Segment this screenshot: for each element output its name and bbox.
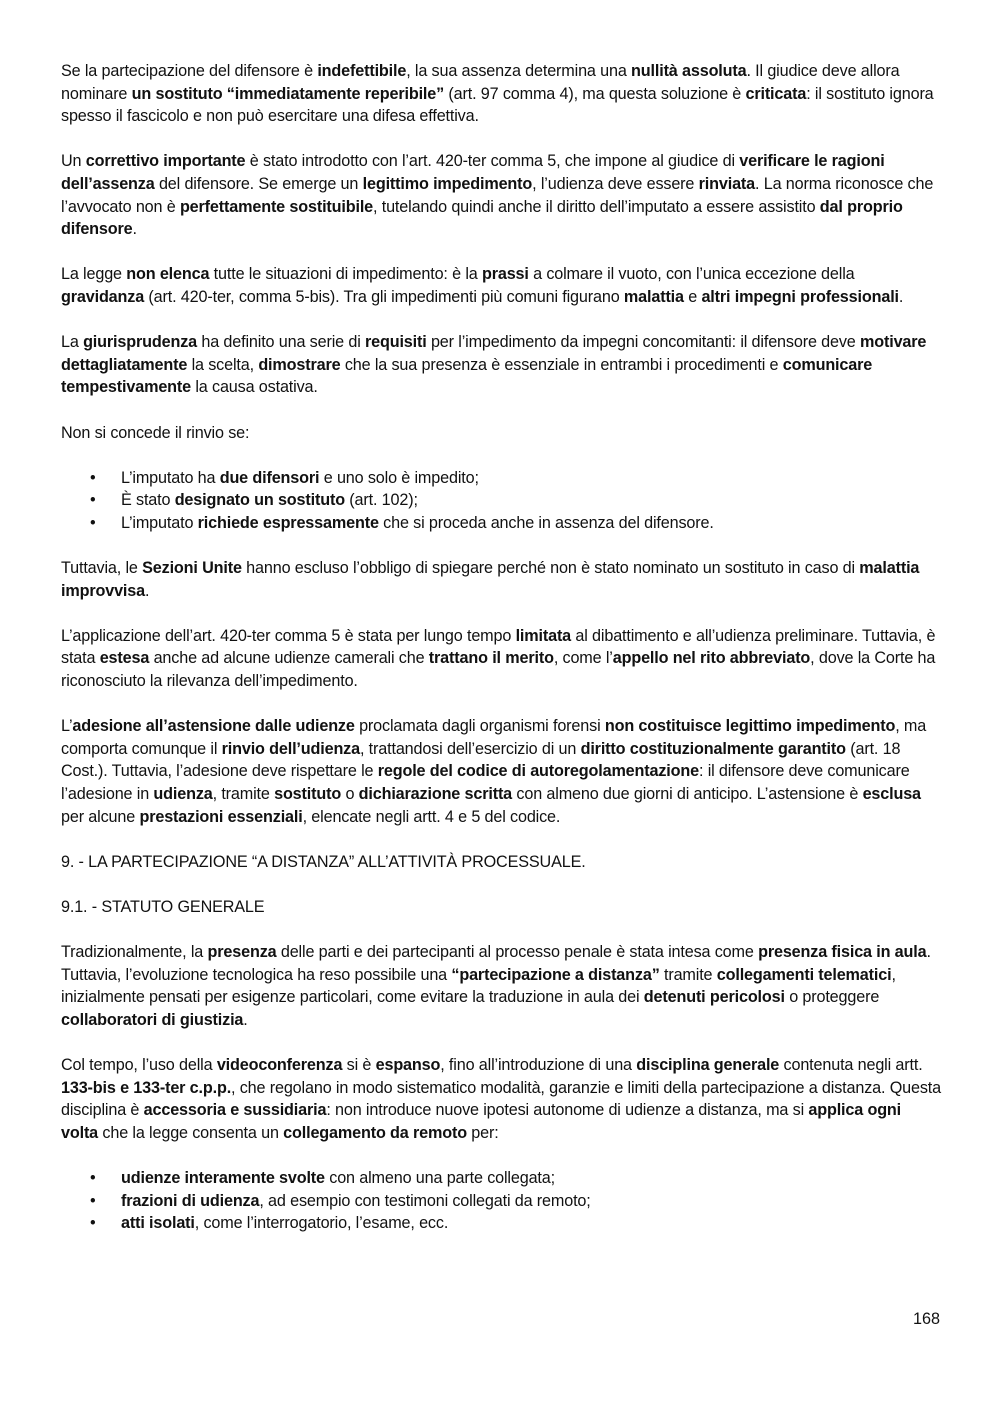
list-item xyxy=(90,1167,941,1190)
text-run: , che regolano in modo sistematico modalità, garanzie e limiti della partecipazione a distanza. Questa disciplina è xyxy=(61,1078,941,1120)
text-run: , inizialmente pensati per esigenze particolari, come evitare la traduzione in aula dei xyxy=(61,965,896,1007)
text-run: . Il giudice deve allora nominare xyxy=(61,62,900,103)
bullet-icon: • xyxy=(90,1191,96,1210)
paragraph xyxy=(61,715,941,828)
bold-text: designato un sostituto xyxy=(174,491,345,510)
text-run: che si proceda anche in assenza del difensore. xyxy=(378,513,714,532)
bold-text: malattia improvvisa xyxy=(61,559,920,600)
bold-text: presenza xyxy=(207,943,277,962)
text-run: o xyxy=(341,785,359,803)
section-heading xyxy=(61,896,941,919)
bold-text: requisiti xyxy=(364,333,427,352)
bold-text: verificare le ragioni dell’assenza xyxy=(61,152,885,193)
bold-text: legittimo impedimento xyxy=(362,174,533,193)
bold-text: videoconferenza xyxy=(216,1056,343,1075)
text-run: contenuta negli artt. xyxy=(779,1056,923,1075)
text-run: , come l’ xyxy=(553,649,613,668)
text-run: anche ad alcune udienze camerali che xyxy=(149,649,429,668)
text-run: , dove la Corte ha riconosciuto la rilevanza dell’impedimento. xyxy=(61,649,936,691)
bold-text: detenuti pericolosi xyxy=(643,988,785,1007)
text-run: : non introduce nuove ipotesi autonome di udienze a distanza, ma si xyxy=(326,1101,809,1120)
bold-text: diritto costituzionalmente garantito xyxy=(580,739,846,758)
text-run: Tuttavia, le xyxy=(61,559,143,578)
paragraph xyxy=(61,941,941,1031)
list-item xyxy=(90,489,941,512)
paragraph xyxy=(61,1054,941,1144)
bold-text: motivare dettagliatamente xyxy=(61,333,927,374)
paragraph xyxy=(61,150,941,240)
bold-text: atti isolati xyxy=(121,1214,195,1233)
text-run: Non si concede il rinvio se: xyxy=(61,423,250,442)
bullet-icon: • xyxy=(90,513,96,532)
text-run: Tradizionalmente, la xyxy=(61,943,208,962)
bold-text: appello nel rito abbreviato xyxy=(612,649,811,668)
text-run: Un xyxy=(61,152,86,171)
text-run: (art. 97 comma 4), ma questa soluzione è xyxy=(444,84,746,103)
text-run: con almeno una parte collegata; xyxy=(324,1169,555,1188)
bullet-icon: • xyxy=(90,468,96,487)
bold-text: accessoria e sussidiaria xyxy=(143,1101,327,1120)
bold-text: frazioni di udienza xyxy=(121,1191,260,1210)
text-run: (art. 102); xyxy=(344,491,418,510)
bold-text: Sezioni Unite xyxy=(142,559,242,578)
bold-text: rinviata xyxy=(698,174,756,193)
paragraph xyxy=(61,625,941,693)
bold-text: presenza fisica in aula xyxy=(758,943,927,962)
text-run: tutte le situazioni di impedimento: è la xyxy=(209,265,482,284)
text-run: che la sua presenza è essenziale in entrambi i procedimenti e xyxy=(340,355,783,374)
bold-text: espanso xyxy=(375,1056,441,1075)
text-run: (art. 420-ter, comma 5-bis). Tra gli impedimenti più comuni figurano xyxy=(144,287,624,306)
text-run: , la sua assenza determina una xyxy=(406,62,632,80)
bold-text: non elenca xyxy=(126,265,210,284)
bold-text: indefettibile xyxy=(317,62,407,80)
text-run: delle parti e dei partecipanti al processo penale è stata intesa come xyxy=(276,943,759,962)
text-run: proclamata dagli organismi forensi xyxy=(354,717,605,736)
text-run: , tutelando quindi anche il diritto dell’imputato a essere assistito xyxy=(373,197,820,216)
text-run: la scelta, xyxy=(187,355,259,374)
text-run: L’applicazione dell’art. 420-ter comma 5 è stata per lungo tempo xyxy=(61,626,516,645)
bold-text: regole del codice di autoregolamentazione xyxy=(377,762,699,781)
bold-text: richiede espressamente xyxy=(197,513,379,532)
bold-text: dal proprio difensore xyxy=(61,197,903,239)
text-run: ha definito una serie di xyxy=(197,333,365,352)
paragraph xyxy=(61,263,941,308)
text-run: del difensore. Se emerge un xyxy=(154,174,363,193)
paragraph xyxy=(61,422,941,445)
bold-text: criticata xyxy=(745,84,807,103)
bold-text: correttivo importante xyxy=(85,152,246,171)
text-run: . La norma riconosce che l’avvocato non è xyxy=(61,174,934,216)
text-run: per: xyxy=(466,1123,499,1142)
text-run: , l’udienza deve essere xyxy=(532,174,699,193)
text-run: , tramite xyxy=(212,785,275,803)
text-run: . xyxy=(132,220,137,239)
text-run: e uno solo è impedito; xyxy=(319,468,479,487)
text-run: e xyxy=(683,287,702,306)
bold-text: disciplina generale xyxy=(636,1056,780,1075)
bold-text: “partecipazione a distanza” xyxy=(451,965,660,984)
text-run: . Tuttavia, l’evoluzione tecnologica ha reso possibile una xyxy=(61,943,931,984)
text-run: : il difensore deve comunicare l’adesione in xyxy=(61,762,910,803)
text-run: . xyxy=(898,287,904,306)
text-run: 9.1. - STATUTO GENERALE xyxy=(61,897,265,916)
text-run: , ma comporta comunque il xyxy=(61,717,927,758)
bullet-list xyxy=(61,1167,941,1235)
text-run: al dibattimento e all’udienza preliminare. Tuttavia, è stata xyxy=(61,626,936,668)
text-run: hanno escluso l’obbligo di spiegare perché non è stato nominato un sostituto in caso di xyxy=(241,559,860,578)
bold-text: sostituto xyxy=(274,785,342,803)
list-item xyxy=(90,512,941,535)
text-run: o proteggere xyxy=(784,988,880,1007)
bold-text: perfettamente sostituibile xyxy=(179,197,374,216)
list-item xyxy=(90,1212,941,1235)
text-run: , ad esempio con testimoni collegati da remoto; xyxy=(259,1191,591,1210)
bold-text: collegamento da remoto xyxy=(283,1123,467,1142)
text-run: la causa ostativa. xyxy=(191,378,318,397)
text-run: La xyxy=(61,333,84,352)
document-page xyxy=(61,60,941,1257)
text-run: : il sostituto ignora spesso il fascicolo e non può esercitare una difesa effettiva. xyxy=(61,84,934,126)
text-run: per alcune xyxy=(61,807,140,826)
text-run: tramite xyxy=(659,965,717,984)
bold-text: nullità assoluta xyxy=(631,62,747,80)
bold-text: comunicare tempestivamente xyxy=(61,355,873,397)
bold-text: collaboratori di giustizia xyxy=(61,1010,244,1029)
paragraph xyxy=(61,557,941,602)
text-run: con almeno due giorni di anticipo. L’astensione è xyxy=(512,785,863,803)
bold-text: giurisprudenza xyxy=(83,333,197,352)
text-run: . xyxy=(144,581,150,600)
bold-text: gravidanza xyxy=(61,287,145,306)
paragraph xyxy=(61,331,941,399)
text-run: 9. - LA PARTECIPAZIONE “A DISTANZA” ALL’ATTIVITÀ PROCESSUALE. xyxy=(61,852,586,871)
bullet-icon: • xyxy=(90,1169,96,1188)
bold-text: un sostituto “immediatamente reperibile” xyxy=(131,84,445,103)
text-run: (art. 18 Cost.). Tuttavia, l’adesione deve rispettare le xyxy=(61,739,901,781)
text-run: , elencate negli artt. 4 e 5 del codice. xyxy=(302,807,561,826)
text-run: , come l’interrogatorio, l’esame, ecc. xyxy=(194,1214,449,1233)
bullet-list xyxy=(61,467,941,535)
bold-text: trattano il merito xyxy=(428,649,554,668)
bold-text: non costituisce legittimo impedimento xyxy=(604,717,896,736)
section-heading xyxy=(61,851,941,874)
page-number: 168 xyxy=(912,1310,940,1328)
bullet-icon: • xyxy=(90,1214,96,1233)
bold-text: adesione all’astensione dalle udienze xyxy=(72,717,355,736)
bold-text: udienze interamente svolte xyxy=(121,1169,325,1188)
text-run: si è xyxy=(342,1056,376,1075)
bold-text: udienza xyxy=(153,785,213,803)
text-run: che la legge consenta un xyxy=(98,1123,284,1142)
text-run: La legge xyxy=(61,265,127,284)
text-run: Col tempo, l’uso della xyxy=(61,1056,217,1075)
bold-text: altri impegni professionali xyxy=(701,287,899,306)
bold-text: esclusa xyxy=(862,785,921,803)
text-run: Se la partecipazione del difensore è xyxy=(61,62,318,80)
bold-text: due difensori xyxy=(219,468,320,487)
paragraph xyxy=(61,60,941,128)
bold-text: dimostrare xyxy=(258,355,341,374)
bold-text: prestazioni essenziali xyxy=(139,807,303,826)
bold-text: limitata xyxy=(515,626,572,645)
text-run: L’imputato ha xyxy=(121,468,220,487)
list-item xyxy=(90,1190,941,1213)
text-run: È stato xyxy=(121,491,175,510)
text-run: L’ xyxy=(61,717,73,736)
text-run: , trattandosi dell’esercizio di un xyxy=(359,739,581,758)
bold-text: prassi xyxy=(481,265,529,284)
bullet-icon: • xyxy=(90,491,96,510)
text-run: è stato introdotto con l’art. 420-ter comma 5, che impone al giudice di xyxy=(245,152,740,171)
text-run: . xyxy=(243,1010,248,1029)
list-item xyxy=(90,467,941,490)
text-run: , fino all’introduzione di una xyxy=(440,1056,637,1075)
bold-text: 133-bis e 133-ter c.p.p. xyxy=(61,1078,232,1097)
bold-text: estesa xyxy=(99,649,150,668)
bold-text: dichiarazione scritta xyxy=(358,785,513,803)
text-run: per l’impedimento da impegni concomitanti: il difensore deve xyxy=(426,333,860,352)
bold-text: applica ogni volta xyxy=(61,1101,902,1142)
text-run: a colmare il vuoto, con l’unica eccezione della xyxy=(528,265,855,284)
text-run: L’imputato xyxy=(121,513,198,532)
bold-text: malattia xyxy=(623,287,684,306)
bold-text: collegamenti telematici xyxy=(716,965,892,984)
bold-text: rinvio dell’udienza xyxy=(221,739,360,758)
